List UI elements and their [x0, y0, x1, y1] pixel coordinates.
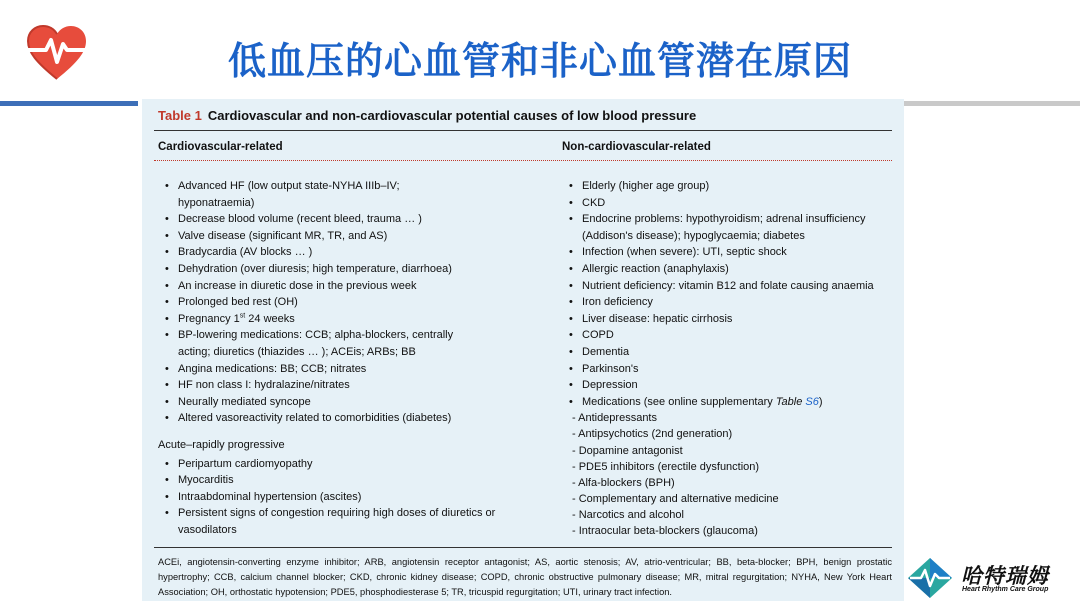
- list-item: • Pregnancy 1st 24 weeks: [158, 311, 548, 328]
- drug-item: - Dopamine antagonist: [572, 444, 683, 457]
- list-item-continued: acting; diuretics (thiazides … ); ACEis; ARBs; BB: [178, 345, 416, 358]
- list-item: • Neurally mediated syncope: [158, 394, 548, 411]
- list-item: • Angina medications: BB; CCB; nitrates: [158, 361, 548, 378]
- drug-item: - Intraocular beta-blockers (glaucoma): [572, 524, 758, 537]
- list-item: • BP-lowering medications: CCB; alpha-blockers, centrally: [158, 327, 548, 344]
- list-item-continued: (Addison's disease); hypoglycaemia; diabetes: [582, 229, 805, 242]
- title-rule-accent: [0, 101, 138, 106]
- header-dotted-rule: [154, 160, 892, 161]
- list-item: • Valve disease (significant MR, TR, and AS): [158, 228, 548, 245]
- list-item: • CKD: [562, 195, 898, 212]
- table-caption-text: Cardiovascular and non-cardiovascular potential causes of low blood pressure: [207, 108, 697, 123]
- list-item: • HF non class I: hydralazine/nitrates: [158, 377, 548, 394]
- drug-item: - Alfa-blockers (BPH): [572, 476, 675, 489]
- list-item: • Advanced HF (low output state-NYHA IIIb–IV;: [158, 178, 548, 195]
- table-top-rule: [154, 130, 892, 131]
- list-item: • Medications (see online supplementary Table S6): [562, 394, 898, 411]
- table-footnote: ACEi, angiotensin-converting enzyme inhibitor; ARB, angiotensin receptor antagonist; AS, aortic stenosis; AV, atrio-ventricular; BB, beta-blocker; BPH, benign prostatic hypertrophy; CCB, calcium channel blocker; CKD, chronic kidney disease; COPD, chronic obstructive pulmonary disease; MR, mitral regurgitation; NYHA, New York Heart Association; OH, orthostatic hypotension; PDE5, phosphodiesterase 5; TR, tricuspid regurgitation; UTI, urinary tract infection.: [158, 557, 892, 597]
- list-item: • Prolonged bed rest (OH): [158, 294, 548, 311]
- brand-name-cn: 哈特瑞姆: [961, 564, 1049, 588]
- list-item: • Iron deficiency: [562, 294, 898, 311]
- list-item: • Decrease blood volume (recent bleed, trauma … ): [158, 211, 548, 228]
- list-item: • Endocrine problems: hypothyroidism; adrenal insufficiency: [562, 211, 898, 228]
- list-item: • Dementia: [562, 344, 898, 361]
- table-label: Table 1: [158, 108, 202, 123]
- drug-item: - Antipsychotics (2nd generation): [572, 428, 733, 441]
- list-item: • Nutrient deficiency: vitamin B12 and folate causing anaemia: [562, 278, 898, 295]
- list-item: • Depression: [562, 377, 898, 394]
- drug-item: - Narcotics and alcohol: [572, 508, 684, 521]
- right-column: [562, 178, 898, 539]
- page-title: 低血压的心血管和非心血管潜在原因: [227, 39, 852, 83]
- list-item: • Persistent signs of congestion requiring high doses of diuretics or: [158, 505, 548, 522]
- drug-item: - Antidepressants: [572, 412, 657, 425]
- list-item-continued: vasodilators: [178, 523, 237, 536]
- brand-name-en: Heart Rhythm Care Group: [962, 586, 1049, 593]
- list-item: • Elderly (higher age group): [562, 178, 898, 195]
- list-item: • Myocarditis: [158, 472, 548, 489]
- list-item: • Peripartum cardiomyopathy: [158, 456, 548, 473]
- list-item: • Altered vasoreactivity related to comorbidities (diabetes): [158, 410, 548, 427]
- list-item: • An increase in diuretic dose in the previous week: [158, 278, 548, 295]
- list-item: • Infection (when severe): UTI, septic shock: [562, 244, 898, 261]
- right-column-heading: Non-cardiovascular-related: [562, 141, 711, 153]
- list-item: • Dehydration (over diuresis; high temperature, diarrhoea): [158, 261, 548, 278]
- acute-subheading: Acute–rapidly progressive: [158, 438, 285, 451]
- table-bottom-rule: [154, 547, 892, 548]
- list-item: • Bradycardia (AV blocks … ): [158, 244, 548, 261]
- list-item: • COPD: [562, 327, 898, 344]
- list-item: • Parkinson's: [562, 361, 898, 378]
- brand-mark-icon: [906, 556, 954, 600]
- table-caption: [158, 108, 696, 123]
- left-column: [158, 178, 548, 538]
- brand-logo: [906, 556, 1076, 602]
- list-item: • Intraabdominal hypertension (ascites): [158, 489, 548, 506]
- list-item: • Liver disease: hepatic cirrhosis: [562, 311, 898, 328]
- drug-item: - PDE5 inhibitors (erectile dysfunction): [572, 460, 760, 473]
- supplementary-table-link[interactable]: S6: [805, 395, 819, 408]
- drug-item: - Complementary and alternative medicine: [572, 492, 779, 505]
- table-panel: [142, 99, 904, 601]
- list-item: • Allergic reaction (anaphylaxis): [562, 261, 898, 278]
- left-column-heading: Cardiovascular-related: [158, 141, 283, 153]
- list-item-continued: hyponatraemia): [178, 196, 255, 209]
- title-rule-grey: [900, 101, 1080, 106]
